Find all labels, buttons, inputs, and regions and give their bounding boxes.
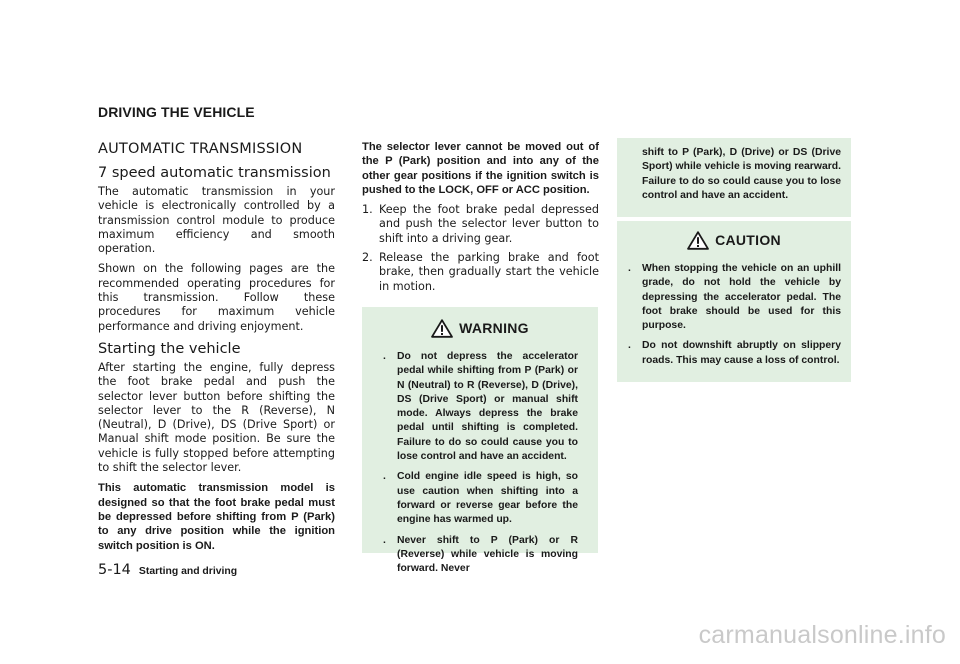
caution-list [617, 262, 851, 368]
bullet: . [628, 340, 631, 352]
warning-item-text: Never shift to P (Park) or R (Reverse) while vehicle is moving forward. Never [397, 534, 578, 575]
caution-item-text: When stopping the vehicle on an uphill grade, do not hold the vehicle by depressing the accelerator pedal. The foot brake should be used for this purpose. [642, 263, 841, 332]
section-header: DRIVING THE VEHICLE [98, 104, 255, 120]
step-number: 1. [362, 203, 373, 217]
page-number: 5-14 [98, 562, 131, 578]
warning-header [372, 319, 588, 338]
caution-item [617, 262, 851, 333]
warning-item [372, 534, 588, 577]
warning-box [362, 307, 598, 575]
caution-box [617, 221, 851, 382]
caution-item [617, 339, 851, 368]
warning-continuation-box [617, 138, 851, 217]
main-title: AUTOMATIC TRANSMISSION [98, 141, 303, 157]
warning-triangle-icon [431, 319, 453, 338]
bullet: . [383, 350, 386, 362]
caution-triangle-icon [687, 231, 709, 250]
watermark: carmanualsonline.info [698, 621, 946, 649]
footer-section: Starting and driving [138, 566, 238, 577]
page-footer [98, 562, 237, 578]
caution-item-text: Do not downshift abruptly on slippery roads. This may cause a loss of control. [642, 340, 841, 366]
caution-title: CAUTION [715, 232, 781, 249]
bullet: . [383, 534, 386, 546]
bullet: . [383, 471, 386, 483]
step-item [362, 203, 599, 246]
warning-item-text: Cold engine idle speed is high, so use caution when shifting into a forward or reverse gear before the engine has warmed up. [397, 471, 578, 526]
warning-list [372, 350, 588, 576]
paragraph-procedures: Shown on the following pages are the recommended operating procedures for this transmission. Follow these procedures for maximum vehicle performance and driving enjoyment. [98, 262, 335, 333]
paragraph-brake-note: This automatic transmission model is designed so that the foot brake pedal must be depressed before shifting from P (Park) to any drive position while the ignition switch position is ON. [98, 482, 335, 552]
bullet: . [628, 263, 631, 274]
paragraph-starting: After starting the engine, fully depress the foot brake pedal and push the selector lever button before shifting the selector lever to the R (Reverse), N (Neutral), D (Drive), DS (Drive Sport) or Manual shift mode position. Be sure the vehicle is fully stopped before attempting to shift the selector lever. [98, 360, 335, 475]
step-text: Keep the foot brake pedal depressed and push the selector lever button to shift into a driving gear. [379, 203, 599, 245]
step-number: 2. [362, 251, 373, 265]
step-text: Release the parking brake and foot brake, then gradually start the vehicle in motion. [379, 251, 599, 293]
caution-header [617, 231, 851, 250]
warning-item-text: Do not depress the accelerator pedal while shifting from P (Park) or N (Neutral) to R (Reverse), D (Drive), DS (Drive Sport) or manual shift mode. Always depress the brake pedal until shifting is completed. Failure to do so could cause you to lose control and have an accident. [397, 350, 578, 463]
warning-continuation-text: shift to P (Park), D (Drive) or DS (Drive Sport) while vehicle is moving rearward. Failure to do so could cause you to lose control and have an accident. [642, 147, 841, 201]
warning-item [372, 350, 588, 464]
column-2 [362, 140, 599, 575]
steps-list [362, 203, 599, 294]
subtitle-starting: Starting the vehicle [98, 340, 241, 357]
warning-title: WARNING [459, 320, 529, 337]
step-item [362, 251, 599, 294]
paragraph-intro: The automatic transmission in your vehicle is electronically controlled by a transmission control module to produce maximum efficiency and smooth operation. [98, 185, 335, 256]
subtitle-transmission: 7 speed automatic transmission [98, 165, 331, 181]
paragraph-selector-note: The selector lever cannot be moved out of the P (Park) position and into any of the other gear positions if the ignition switch is pushed to the LOCK, OFF or ACC position. [362, 141, 599, 196]
warning-item [372, 470, 588, 527]
column-1 [98, 140, 335, 559]
